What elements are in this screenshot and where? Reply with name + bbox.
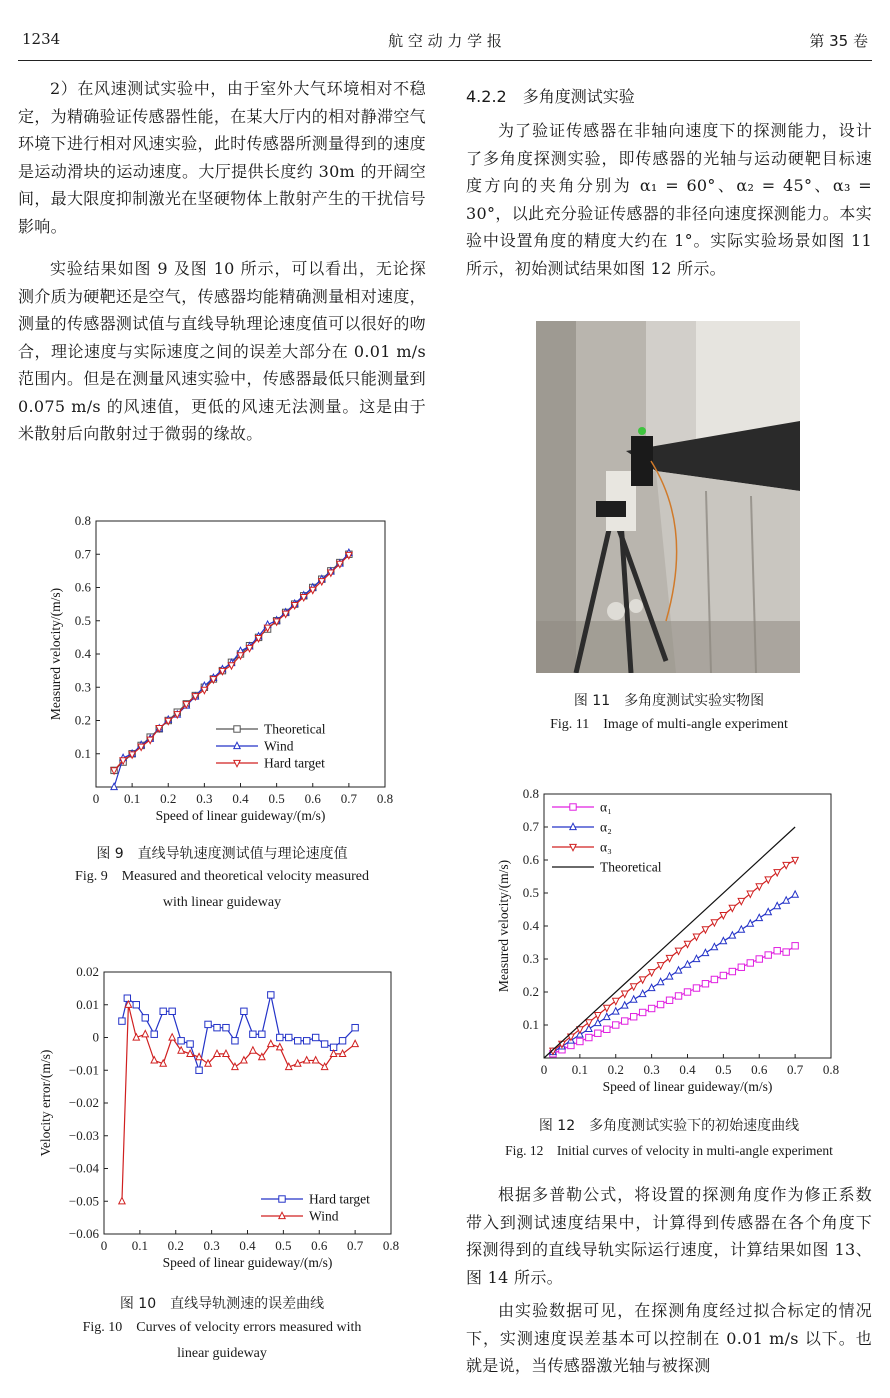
x-tick-label: 0.7 <box>787 1062 804 1077</box>
figure-9-caption-zh: 图 9 直线导轨速度测试值与理论速度值 <box>96 846 348 862</box>
data-point <box>729 968 735 974</box>
y-tick-label: −0.01 <box>68 1062 99 1078</box>
x-tick-label: 0.8 <box>376 791 394 806</box>
data-point <box>178 1038 184 1044</box>
x-axis-label: Speed of linear guideway/(m/s) <box>602 1079 773 1094</box>
data-point <box>259 1031 265 1037</box>
data-point <box>622 1018 628 1024</box>
data-point <box>196 1067 202 1073</box>
x-tick-label: 0.1 <box>131 1238 148 1253</box>
figure-11-photo <box>536 321 800 673</box>
legend-label: Hard target <box>264 755 325 771</box>
legend-marker <box>234 726 240 732</box>
x-tick-label: 0.5 <box>715 1062 732 1077</box>
x-tick-label: 0.1 <box>124 791 141 806</box>
x-tick-label: 0.8 <box>382 1238 400 1253</box>
y-tick-label: −0.05 <box>68 1193 99 1209</box>
x-tick-label: 0.2 <box>607 1062 624 1077</box>
legend-label: Wind <box>264 738 294 754</box>
data-point <box>223 1024 229 1030</box>
data-point <box>187 1041 193 1047</box>
data-point <box>711 976 717 982</box>
x-tick-label: 0.4 <box>679 1062 696 1077</box>
legend-label: Wind <box>309 1208 339 1224</box>
figure-10-caption-zh: 图 10 直线导轨测速的误差曲线 <box>119 1296 325 1312</box>
photo-door <box>536 321 576 673</box>
data-point <box>586 1034 592 1040</box>
data-point <box>675 993 681 999</box>
y-tick-label: 0.7 <box>522 819 539 834</box>
data-point <box>693 985 699 991</box>
right-paragraph-2: 根据多普勒公式，将设置的探测角度作为修正系数带入到测试速度结果中，计算得到传感器在各个角度下探测得到的直线导轨实际运行速度，计算结果如图 13、图 14 所示。 <box>466 1185 872 1287</box>
x-tick-label: 0.2 <box>167 1238 184 1253</box>
header-rule <box>18 60 872 61</box>
x-tick-label: 0.2 <box>160 791 177 806</box>
section-title: 4.2.2 多角度测试实验 <box>466 87 635 106</box>
y-tick-label: −0.06 <box>68 1226 99 1241</box>
y-tick-label: 0.2 <box>74 712 91 728</box>
data-point <box>738 964 744 970</box>
figure-10-chart <box>38 960 408 1280</box>
y-tick-label: 0 <box>92 1029 99 1045</box>
data-point <box>250 1031 256 1037</box>
x-tick-label: 0.7 <box>340 791 357 806</box>
left-paragraph-2: 实验结果如图 9 及图 10 所示，可以看出，无论探测介质为硬靶还是空气，传感器均能精确测量相对速度，测量的传感器测试值与直线导轨理论速度值可以很好的吻合，理论速度与实际速度之间的误差大部分在 0.01 m/s 范围内。但是在测量风速实验中，传感器最低只能测量到 0.075 m/s 的风速值，更低的风速无法测量。这是由于米散射后向散射过于微弱的缘故。 <box>18 259 426 443</box>
volume-label: 第 35 卷 <box>809 32 868 50</box>
data-point <box>792 943 798 949</box>
y-tick-label: 0.2 <box>522 984 539 999</box>
y-axis-label: Measured velocity/(m/s) <box>496 859 511 993</box>
y-tick-label: 0.5 <box>74 612 91 628</box>
data-point <box>205 1021 211 1027</box>
data-point <box>295 1038 301 1044</box>
y-tick-label: 0.7 <box>74 546 91 562</box>
data-point <box>241 1008 247 1014</box>
figure-12-chart <box>492 782 852 1100</box>
data-point <box>604 1026 610 1032</box>
x-tick-label: 0.3 <box>203 1238 220 1253</box>
legend-label: α₁ <box>600 799 612 815</box>
x-tick-label: 0.3 <box>196 791 213 806</box>
x-tick-label: 0.6 <box>304 791 321 806</box>
data-point <box>312 1034 318 1040</box>
figure-11-caption-en: Fig. 11 Image of multi-angle experiment <box>550 717 788 732</box>
y-tick-label: 0.8 <box>74 513 91 528</box>
data-point <box>765 952 771 958</box>
data-point <box>119 1018 125 1024</box>
photo-laser-dot <box>638 427 646 435</box>
x-tick-label: 0.7 <box>347 1238 364 1253</box>
y-tick-label: −0.04 <box>68 1160 99 1176</box>
data-point <box>339 1038 345 1044</box>
data-point <box>160 1008 166 1014</box>
data-point <box>133 1002 139 1008</box>
y-tick-label: 0.1 <box>74 745 91 761</box>
data-point <box>142 1015 148 1021</box>
data-point <box>783 949 789 955</box>
y-tick-label: 0.3 <box>74 679 91 695</box>
y-tick-label: 0.02 <box>76 964 99 979</box>
data-point <box>169 1008 175 1014</box>
data-point <box>720 972 726 978</box>
y-tick-label: 0.6 <box>74 579 91 595</box>
data-point <box>756 956 762 962</box>
legend-label: Hard target <box>309 1191 370 1207</box>
page-number: 1234 <box>22 30 61 48</box>
data-point <box>747 960 753 966</box>
right-paragraph-1: 为了验证传感器在非轴向速度下的探测能力，设计了多角度探测实验，即传感器的光轴与运动硬靶目标速度方向的夹角分别为 α₁ = 60°、α₂ = 45°、α₃ = 30°，以此充分验证传感器的非径向速度探测能力。本实验中设置角度的精度大约在 1°。实际实验场景如图 11 所示，初始测试结果如图 12 所示。 <box>466 121 872 278</box>
data-point <box>303 1038 309 1044</box>
y-tick-label: −0.03 <box>68 1127 99 1143</box>
figure-9-caption-en-2: with linear guideway <box>162 895 282 910</box>
data-point <box>595 1030 601 1036</box>
y-tick-label: 0.5 <box>522 885 539 900</box>
x-tick-label: 0.1 <box>571 1062 588 1077</box>
y-tick-label: 0.6 <box>522 852 539 867</box>
data-point <box>286 1034 292 1040</box>
x-axis-label: Speed of linear guideway/(m/s) <box>155 808 326 823</box>
figure-12-caption-en: Fig. 12 Initial curves of velocity in multi-angle experiment <box>505 1143 833 1158</box>
x-tick-label: 0 <box>100 1238 108 1253</box>
data-point <box>684 989 690 995</box>
data-point <box>702 981 708 987</box>
legend-label: α₂ <box>600 819 612 835</box>
data-point <box>630 1014 636 1020</box>
data-point <box>124 995 130 1001</box>
x-tick-label: 0.4 <box>232 791 249 806</box>
photo-window <box>696 321 800 441</box>
y-axis-label: Measured velocity/(m/s) <box>48 587 63 721</box>
figure-9-caption-en-1: Fig. 9 Measured and theoretical velocity measured <box>75 869 369 884</box>
x-tick-label: 0.6 <box>751 1062 768 1077</box>
x-tick-label: 0.6 <box>311 1238 328 1253</box>
x-tick-label: 0.4 <box>239 1238 256 1253</box>
y-tick-label: 0.01 <box>76 996 99 1012</box>
data-point <box>577 1038 583 1044</box>
x-tick-label: 0.3 <box>643 1062 660 1077</box>
figure-10-caption-en-1: Fig. 10 Curves of velocity errors measured with <box>82 1320 362 1335</box>
data-point <box>648 1005 654 1011</box>
data-point <box>639 1009 645 1015</box>
data-point <box>268 992 274 998</box>
x-tick-label: 0.5 <box>268 791 285 806</box>
photo-sensor <box>631 436 653 486</box>
legend-label: Theoretical <box>600 859 662 875</box>
data-point <box>214 1024 220 1030</box>
y-tick-label: 0.3 <box>522 951 539 966</box>
y-tick-label: −0.02 <box>68 1095 99 1110</box>
y-tick-label: 0.4 <box>74 646 91 661</box>
legend-marker <box>570 804 576 810</box>
x-tick-label: 0.8 <box>822 1062 840 1077</box>
legend-label: α₃ <box>600 839 612 855</box>
data-point <box>774 948 780 954</box>
x-tick-label: 0 <box>92 791 100 806</box>
data-point <box>151 1031 157 1037</box>
left-paragraph-1: 2）在风速测试实验中，由于室外大气环境相对不稳定，为精确验证传感器性能，在某大厅内的相对静滞空气环境下进行相对风速实验，此时传感器所测量得到的速度是运动滑块的运动速度。大厅提供长度约 30m 的开阔空间，最大限度抑制激光在坚硬物体上散射产生的干扰信号影响。 <box>18 79 426 236</box>
x-tick-label: 0 <box>540 1062 548 1077</box>
figure-12-caption-zh: 图 12 多角度测试实验下的初始速度曲线 <box>538 1118 800 1134</box>
y-tick-label: 0.4 <box>522 918 539 933</box>
journal-name: 航 空 动 力 学 报 <box>388 32 502 50</box>
legend-marker <box>279 1196 285 1202</box>
figure-9-chart <box>40 508 410 833</box>
x-tick-label: 0.5 <box>275 1238 292 1253</box>
figure-11-caption-zh: 图 11 多角度测试实验实物图 <box>573 693 765 709</box>
data-point <box>321 1041 327 1047</box>
y-tick-label: 0.8 <box>522 786 539 801</box>
data-point <box>277 1034 283 1040</box>
y-axis-label: Velocity error/(m/s) <box>38 1049 53 1157</box>
x-axis-label: Speed of linear guideway/(m/s) <box>162 1255 333 1270</box>
data-point <box>352 1024 358 1030</box>
right-paragraph-3: 由实验数据可见，在探测角度经过拟合标定的情况下，实测速度误差基本可以控制在 0.01 m/s 以下。也就是说，当传感器激光轴与被探测 <box>466 1301 872 1375</box>
data-point <box>657 1001 663 1007</box>
data-point <box>613 1022 619 1028</box>
legend-label: Theoretical <box>264 721 326 737</box>
data-point <box>232 1038 238 1044</box>
data-point <box>666 997 672 1003</box>
figure-10-caption-en-2: linear guideway <box>177 1346 267 1361</box>
y-tick-label: 0.1 <box>522 1017 539 1032</box>
